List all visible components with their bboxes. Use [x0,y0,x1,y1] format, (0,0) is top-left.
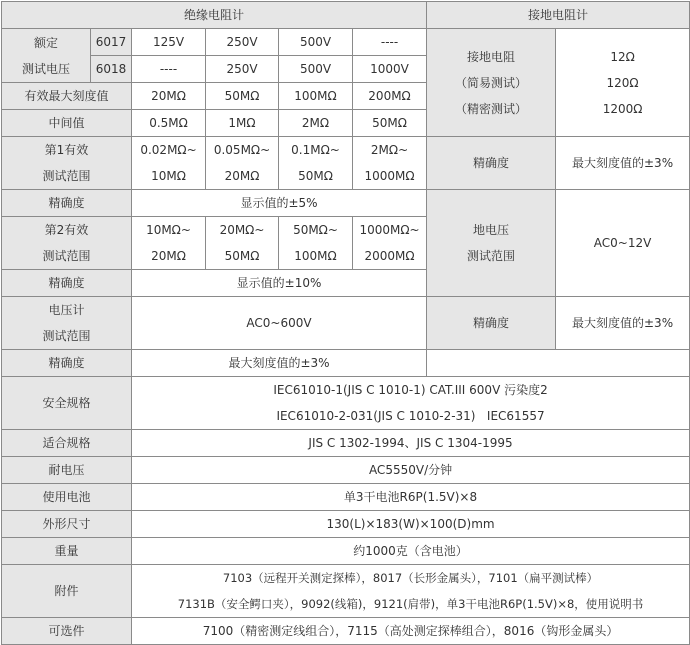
voltage-cell: 250V [206,56,279,83]
accuracy1-value: 显示值的±5% [132,190,427,217]
safety-label: 安全规格 [2,377,132,430]
spec-table [1,1,690,645]
ground-accuracy2-label: 精确度 [427,297,556,350]
accuracy2-value: 显示值的±10% [132,270,427,297]
dimensions-label: 外形尺寸 [2,511,132,538]
max-scale-cell: 200MΩ [353,83,427,110]
range1-cell: 0.05MΩ~ 20MΩ [206,137,279,190]
ground-voltage-range: AC0~12V [556,190,690,297]
safety-value: IEC61010-1(JIS C 1010-1) CAT.III 600V 污染度2 IEC61010-2-031(JIS C 1010-2-31) IEC61557 [132,377,690,430]
model-6018: 6018 [91,56,132,83]
withstand-voltage-value: AC5550V/分钟 [132,457,690,484]
range1-cell: 2MΩ~ 1000MΩ [353,137,427,190]
range2-cell: 50MΩ~ 100MΩ [279,217,353,270]
mid-value-cell: 50MΩ [353,110,427,137]
mid-value-cell: 2MΩ [279,110,353,137]
voltage-cell: 250V [206,29,279,56]
rated-voltage-label: 额定 测试电压 [2,29,91,83]
max-scale-cell: 50MΩ [206,83,279,110]
withstand-voltage-label: 耐电压 [2,457,132,484]
accuracy2-label: 精确度 [2,270,132,297]
mid-value-cell: 1MΩ [206,110,279,137]
ground-voltage-label: 地电压 测试范围 [427,190,556,297]
insulation-header: 绝缘电阻计 [2,2,427,29]
range2-cell: 20MΩ~ 50MΩ [206,217,279,270]
ground-accuracy-value: 最大刻度值的±3% [556,137,690,190]
ground-accuracy2-value: 最大刻度值的±3% [556,297,690,350]
range2-cell: 1000MΩ~ 2000MΩ [353,217,427,270]
empty-cell [427,350,690,377]
model-6017: 6017 [91,29,132,56]
weight-value: 约1000克（含电池） [132,538,690,565]
ground-accuracy-label: 精确度 [427,137,556,190]
accuracy3-value: 最大刻度值的±3% [132,350,427,377]
standards-label: 适合规格 [2,430,132,457]
mid-value-cell: 0.5MΩ [132,110,206,137]
weight-label: 重量 [2,538,132,565]
ground-resistance-values: 12Ω 120Ω 1200Ω [556,29,690,137]
standards-value: JIS C 1302-1994、JIS C 1304-1995 [132,430,690,457]
voltage-cell: 500V [279,29,353,56]
max-scale-cell: 100MΩ [279,83,353,110]
range1-cell: 0.1MΩ~ 50MΩ [279,137,353,190]
voltmeter-range: AC0~600V [132,297,427,350]
accessories-label: 附件 [2,565,132,618]
accuracy1-label: 精确度 [2,190,132,217]
options-label: 可选件 [2,618,132,645]
options-value: 7100（精密测定线组合），7115（高处测定探棒组合），8016（钩形金属头） [132,618,690,645]
battery-value: 单3干电池R6P(1.5V)×8 [132,484,690,511]
ground-resistance-label: 接地电阻 （简易测试） （精密测试） [427,29,556,137]
range1-label: 第1有效 测试范围 [2,137,132,190]
range1-cell: 0.02MΩ~ 10MΩ [132,137,206,190]
voltage-cell: 1000V [353,56,427,83]
accessories-value: 7103（远程开关测定探棒），8017（长形金属头），7101（扁平测试棒） 7131B（安全鳄口夹），9092(线箱)，9121(肩带)，单3干电池R6P(1.5V)×8，使用说明书 [132,565,690,618]
max-scale-cell: 20MΩ [132,83,206,110]
dimensions-value: 130(L)×183(W)×100(D)mm [132,511,690,538]
voltage-cell: ---- [132,56,206,83]
voltage-cell: ---- [353,29,427,56]
battery-label: 使用电池 [2,484,132,511]
mid-value-label: 中间值 [2,110,132,137]
range2-cell: 10MΩ~ 20MΩ [132,217,206,270]
max-scale-label: 有效最大刻度值 [2,83,132,110]
range2-label: 第2有效 测试范围 [2,217,132,270]
ground-header: 接地电阻计 [427,2,690,29]
voltage-cell: 500V [279,56,353,83]
accuracy3-label: 精确度 [2,350,132,377]
voltage-cell: 125V [132,29,206,56]
voltmeter-label: 电压计 测试范围 [2,297,132,350]
